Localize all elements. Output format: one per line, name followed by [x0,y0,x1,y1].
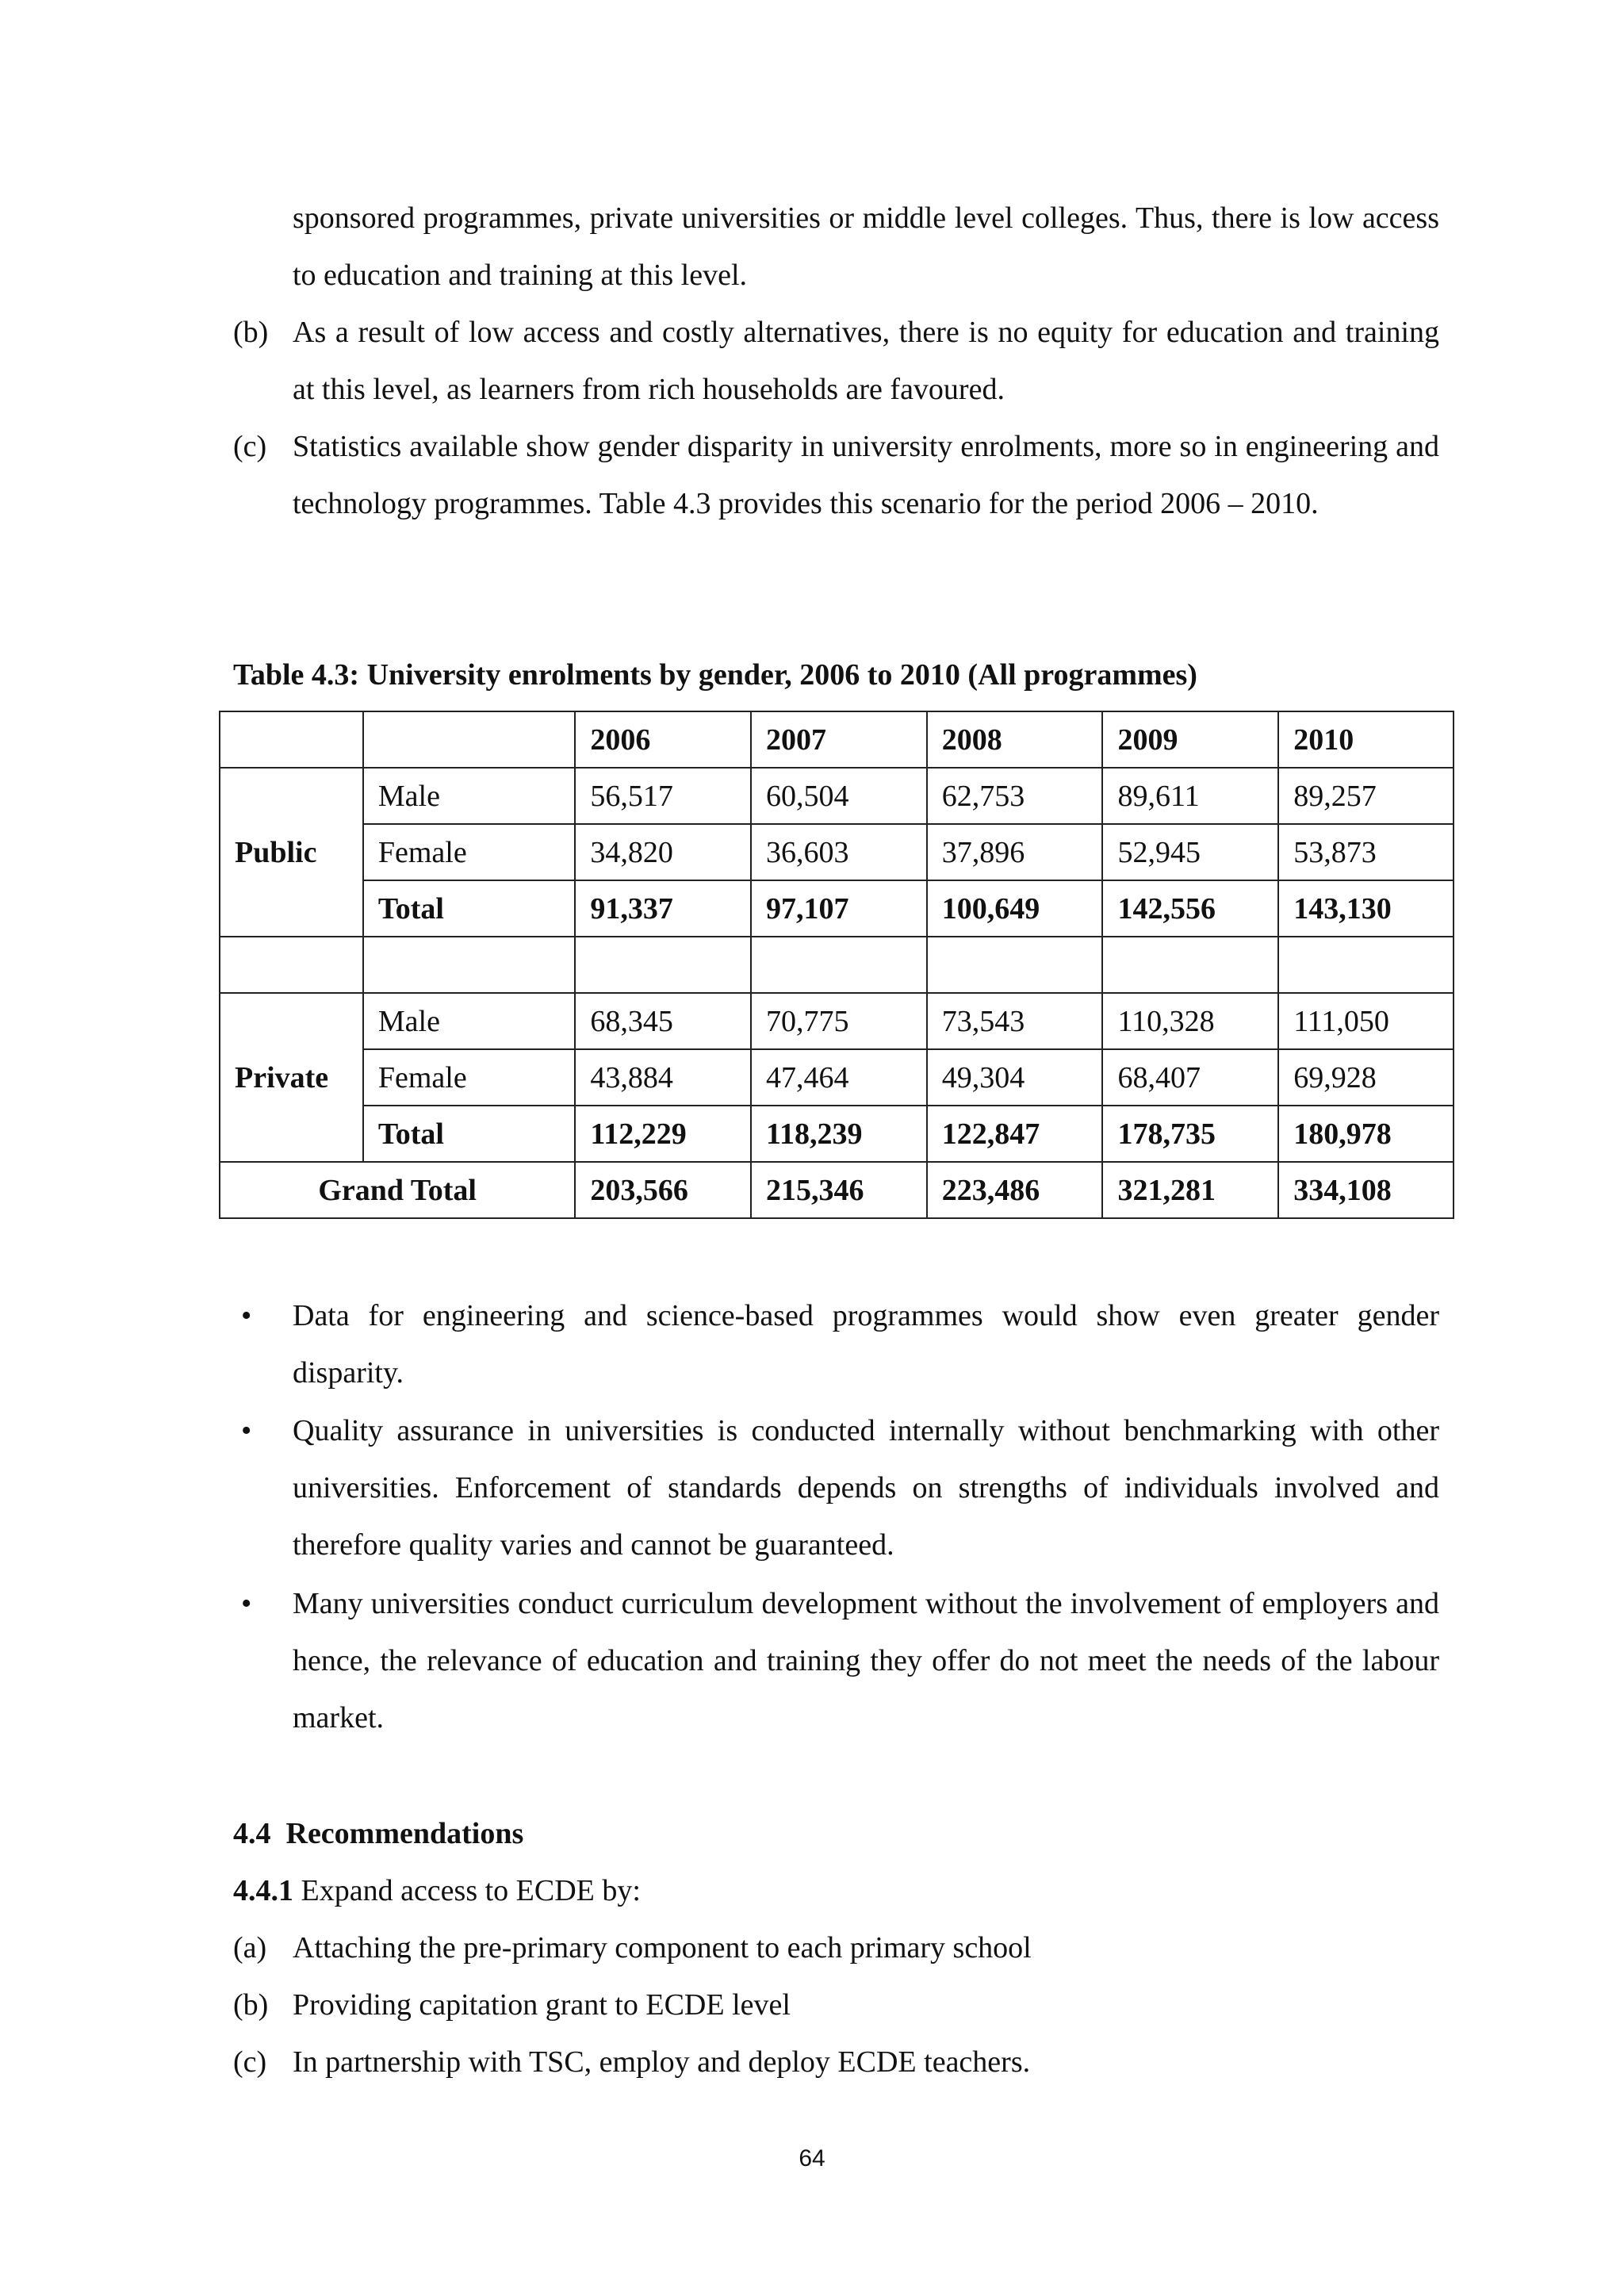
list-item-b [233,304,1439,418]
cell: 178,735 [1102,1106,1278,1162]
bullet-text: Quality assurance in universities is conducted internally without benchmarking with other universities. Enforcement of standards depends on strengths of individuals involved and therefore quality varies and cannot be guaranteed. [293,1414,1439,1562]
list-text: Statistics available show gender disparity in university enrolments, more so in engineering and technology programmes. Table 4.3 provides this scenario for the period 2006 – 2010. [293,430,1439,520]
bullet-item [233,1575,1439,1746]
year-header: 2008 [927,711,1103,768]
cell: 89,257 [1278,768,1454,824]
subsection-number: 4.4.1 [233,1874,293,1907]
cell: 100,649 [927,880,1103,937]
page-number: 64 [799,2145,825,2171]
cell: 122,847 [927,1106,1103,1162]
list-text: In partnership with TSC, employ and deploy ECDE teachers. [293,2045,1031,2079]
cell: 52,945 [1102,824,1278,880]
table-row [220,993,1454,1049]
year-header: 2010 [1278,711,1454,768]
bullet-text: Data for engineering and science-based programmes would show even greater gender disparity. [293,1299,1439,1389]
list-item-c [233,418,1439,532]
row-label: Grand Total [220,1162,575,1218]
table-row [220,1049,1454,1106]
cell: 47,464 [751,1049,927,1106]
list-text: Attaching the pre-primary component to each primary school [293,1931,1032,1964]
section-heading: 4.4 Recommendations [233,1817,524,1850]
table-caption: Table 4.3: University enrolments by gender, 2006 to 2010 (All programmes) [233,658,1197,692]
grand-total-row [220,1162,1454,1218]
cell: 89,611 [1102,768,1278,824]
year-header: 2007 [751,711,927,768]
subsection-text: Expand access to ECDE by: [293,1874,641,1907]
list-item [233,2033,1439,2091]
table-row [220,824,1454,880]
subsection-heading [233,1862,641,1919]
cell: 203,566 [575,1162,751,1218]
bullet-icon: • [241,1587,252,1620]
cell: 142,556 [1102,880,1278,937]
table-row [220,768,1454,824]
list-item [233,1919,1439,1976]
cell: 69,928 [1278,1049,1454,1106]
enrolment-table [219,711,1454,1219]
bullet-item [233,1402,1439,1573]
cell: 334,108 [1278,1162,1454,1218]
row-label: Female [363,824,575,880]
continuation-paragraph: sponsored programmes, private universities or middle level colleges. Thus, there is low access to education and training at this level. [293,201,1439,292]
row-label: Total [363,1106,575,1162]
list-item [233,1976,1439,2033]
cell: 321,281 [1102,1162,1278,1218]
cell: 143,130 [1278,880,1454,937]
cell: 118,239 [751,1106,927,1162]
bullet-icon: • [241,1414,252,1447]
list-text: Providing capitation grant to ECDE level [293,1988,791,2022]
bullet-text: Many universities conduct curriculum development without the involvement of employers and hence, the relevance of education and training they offer do not meet the needs of the labour market. [293,1587,1439,1734]
cell: 215,346 [751,1162,927,1218]
cell: 68,407 [1102,1049,1278,1106]
cell: 43,884 [575,1049,751,1106]
cell: 60,504 [751,768,927,824]
year-header: 2009 [1102,711,1278,768]
group-label: Private [220,993,363,1162]
cell: 37,896 [927,824,1103,880]
cell: 97,107 [751,880,927,937]
cell: 112,229 [575,1106,751,1162]
blank-row [220,937,1454,993]
bullet-icon: • [241,1299,252,1332]
cell: 49,304 [927,1049,1103,1106]
list-label: (b) [233,1988,269,2022]
cell: 62,753 [927,768,1103,824]
cell: 73,543 [927,993,1103,1049]
row-label: Total [363,880,575,937]
cell: 111,050 [1278,993,1454,1049]
year-header: 2006 [575,711,751,768]
row-label: Male [363,768,575,824]
cell: 70,775 [751,993,927,1049]
cell: 56,517 [575,768,751,824]
row-label: Female [363,1049,575,1106]
bullet-item [233,1287,1439,1401]
row-label: Male [363,993,575,1049]
table-row [220,880,1454,937]
group-label: Public [220,768,363,937]
list-label: (c) [233,430,267,463]
list-label: (b) [233,316,269,349]
cell: 68,345 [575,993,751,1049]
table-row [220,1106,1454,1162]
cell: 110,328 [1102,993,1278,1049]
cell: 53,873 [1278,824,1454,880]
list-label: (c) [233,2045,267,2079]
cell: 180,978 [1278,1106,1454,1162]
cell: 34,820 [575,824,751,880]
cell: 91,337 [575,880,751,937]
cell: 223,486 [927,1162,1103,1218]
table-header-row [220,711,1454,768]
cell: 36,603 [751,824,927,880]
list-label: (a) [233,1931,267,1964]
list-text: As a result of low access and costly alternatives, there is no equity for education and training at this level, as learners from rich households are favoured. [293,316,1439,406]
